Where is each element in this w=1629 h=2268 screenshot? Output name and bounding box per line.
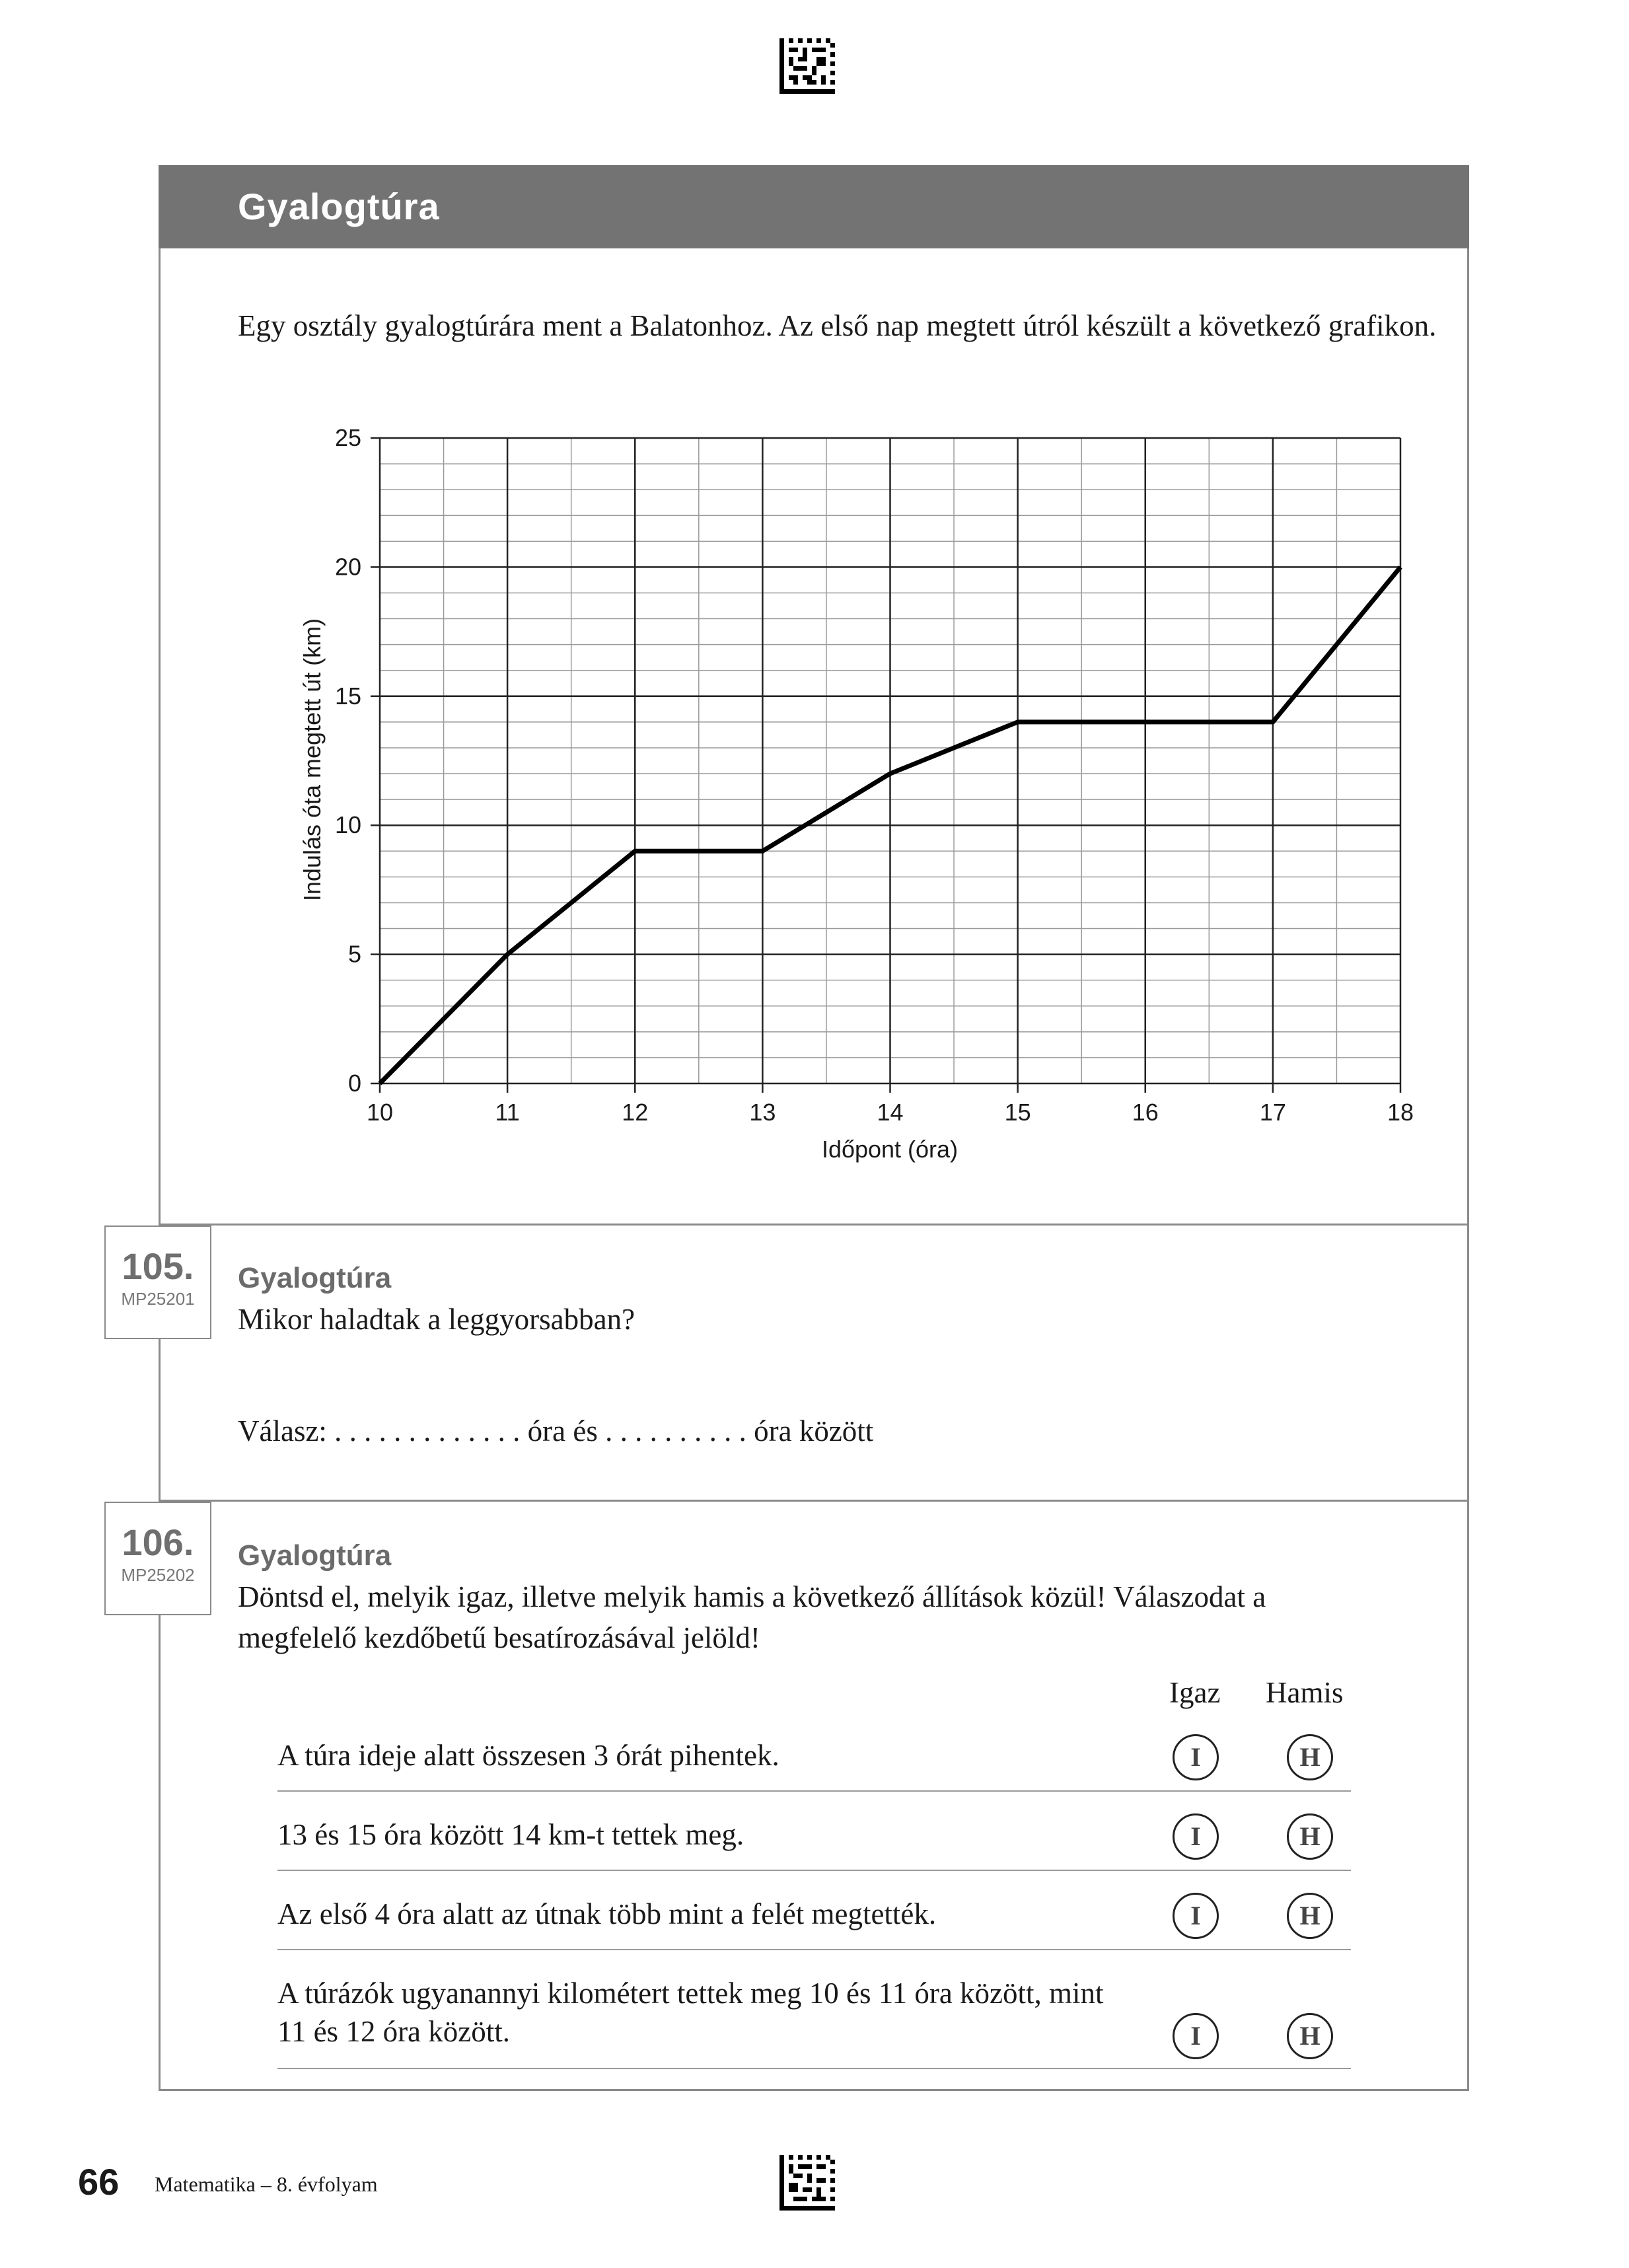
row-divider [277,2068,1351,2069]
question-title: Gyalogtúra [238,1262,392,1294]
true-bubble[interactable]: I [1173,2013,1219,2059]
true-bubble[interactable]: I [1173,1734,1219,1780]
column-header-true: Igaz [1169,1676,1221,1709]
footer-text: Matematika – 8. évfolyam [155,2172,378,2196]
page-number: 66 [78,2161,120,2203]
false-bubble[interactable]: H [1287,1734,1333,1780]
question-number-box [104,1225,211,1339]
true-bubble[interactable]: I [1173,1893,1219,1939]
statement-row-2: 13 és 15 óra között 14 km-t tettek meg. [277,1818,744,1851]
qr-code-bottom [779,2155,835,2211]
false-bubble[interactable]: H [1287,1893,1333,1939]
y-tick-label: 15 [334,682,361,710]
column-header-false: Hamis [1266,1676,1344,1709]
section-divider [159,1500,1469,1502]
question-text: Döntsd el, melyik igaz, illetve melyik hamis a következő állítások közül! Válaszodat a megfelelő kezdőbetű besatírozásával jelöld! [238,1580,1266,1654]
true-bubble[interactable]: I [1173,1813,1219,1860]
false-bubble[interactable]: H [1287,2013,1333,2059]
row-divider [277,1870,1351,1871]
section-divider [159,1224,1469,1225]
task-title: Gyalogtúra [238,186,440,227]
x-axis-label: Időpont (óra) [821,1136,959,1163]
false-bubble[interactable]: H [1287,1813,1333,1860]
y-axis-label: Indulás óta megtett út (km) [299,618,326,902]
statement-row-1: A túra ideje alatt összesen 3 órát pihentek. [277,1739,779,1772]
y-tick-label: 20 [334,553,361,581]
x-tick-label: 12 [622,1099,649,1126]
question-code: MP25202 [121,1565,195,1585]
x-tick-label: 15 [1004,1099,1031,1126]
x-tick-label: 17 [1259,1099,1286,1126]
x-tick-label: 11 [495,1099,520,1126]
intro-text: Egy osztály gyalogtúrára ment a Balatonhoz. Az első nap megtett útról készült a következő grafikon. [238,309,1437,342]
y-tick-label: 0 [347,1070,361,1097]
x-tick-label: 14 [877,1099,904,1126]
row-divider [277,1949,1351,1950]
x-tick-label: 10 [366,1099,394,1126]
y-tick-label: 5 [347,940,361,968]
statement-row-4: A túrázók ugyanannyi kilométert tettek meg 10 és 11 óra között, mint 11 és 12 óra között. [277,1977,1104,2048]
y-tick-label: 10 [334,811,361,839]
question-number: 106. [122,1521,194,1563]
x-tick-label: 16 [1132,1099,1159,1126]
answer-line[interactable]: Válasz: . . . . . . . . . . . . . óra és . . . . . . . . . . óra között [238,1414,874,1447]
question-number-box [104,1502,211,1615]
y-tick-label: 25 [334,424,361,451]
x-tick-label: 18 [1387,1099,1414,1126]
x-tick-label: 13 [749,1099,776,1126]
question-text: Mikor haladtak a leggyorsabban? [238,1303,635,1336]
question-number: 105. [122,1245,194,1287]
question-title: Gyalogtúra [238,1539,392,1572]
row-divider [277,1790,1351,1792]
question-code: MP25201 [121,1289,195,1309]
statement-row-3: Az első 4 óra alatt az útnak több mint a felét megtették. [277,1897,937,1930]
